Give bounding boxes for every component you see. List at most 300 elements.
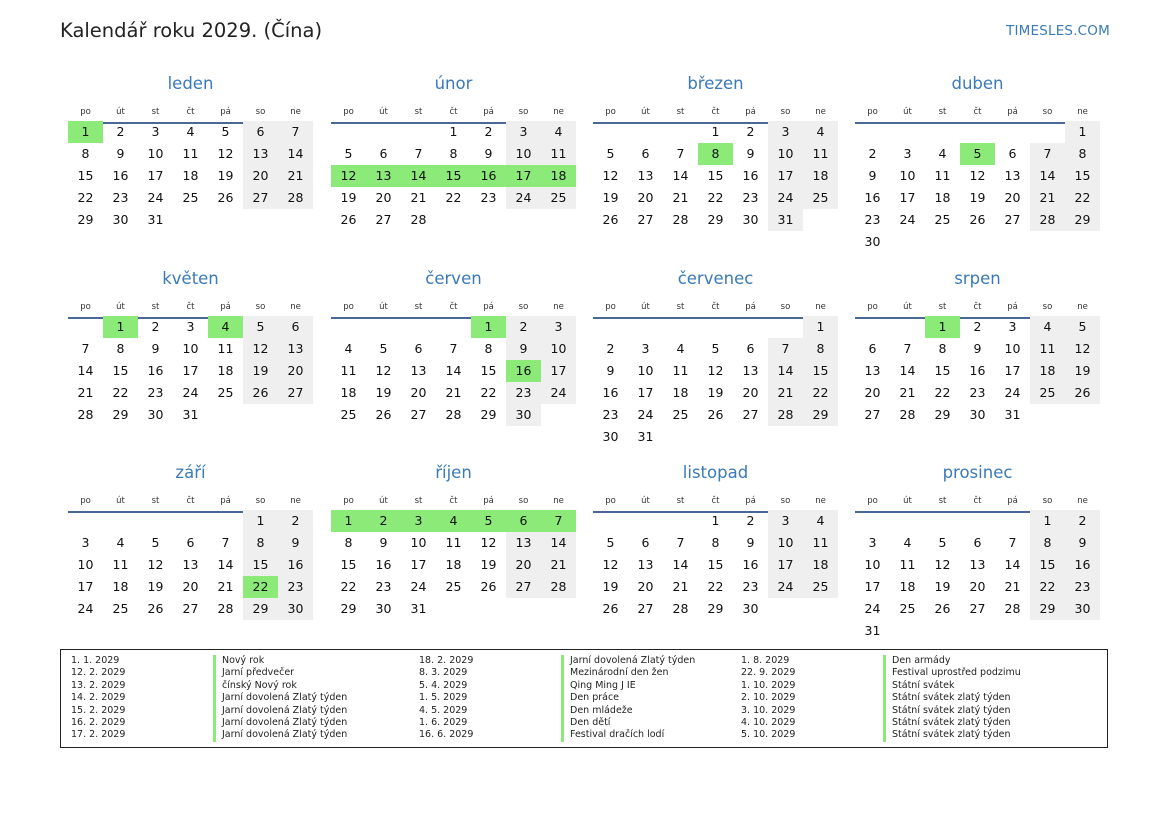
site-link[interactable]: TIMESLES.COM <box>1006 23 1110 39</box>
holiday-day-cell: 3 <box>401 510 436 532</box>
day-cell: 9 <box>746 146 755 161</box>
weekday-label: st <box>151 302 160 312</box>
day-cell: 15 <box>707 168 724 183</box>
day-cell: 30 <box>1065 598 1100 620</box>
day-cell: 17 <box>147 168 164 183</box>
weekday-label: st <box>414 496 423 506</box>
weekday-label: ne <box>290 107 301 117</box>
day-cell: 20 <box>742 385 759 400</box>
day-cell: 21 <box>768 382 803 404</box>
day-cell: 14 <box>768 360 803 382</box>
day-cell: 7 <box>676 146 685 161</box>
day-cell: 25 <box>217 385 234 400</box>
holiday-date: 3. 10. 2029 <box>741 704 796 716</box>
day-cell: 2 <box>746 513 755 528</box>
day-cell: 8 <box>344 535 353 550</box>
day-cell: 17 <box>541 360 576 382</box>
day-cell: 9 <box>746 535 755 550</box>
weekday-label: út <box>116 302 125 312</box>
day-cell: 12 <box>480 535 497 550</box>
day-cell: 30 <box>112 212 129 227</box>
day-cell: 18 <box>182 168 199 183</box>
day-cell: 5 <box>938 535 947 550</box>
day-cell: 18 <box>934 190 951 205</box>
holiday-day-cell: 12 <box>331 165 366 187</box>
day-cell: 8 <box>449 146 458 161</box>
day-cell: 22 <box>1030 576 1065 598</box>
day-cell: 27 <box>742 407 759 422</box>
day-cell: 30 <box>864 234 881 249</box>
day-cell: 26 <box>602 601 619 616</box>
day-cell: 16 <box>147 363 164 378</box>
day-cell: 11 <box>899 557 916 572</box>
weekday-label: so <box>255 302 266 312</box>
day-cell: 3 <box>81 535 90 550</box>
day-cell: 14 <box>77 363 94 378</box>
day-cell: 13 <box>506 532 541 554</box>
month-name: červenec <box>677 269 754 288</box>
day-cell: 17 <box>768 554 803 576</box>
month-name: květen <box>162 269 219 288</box>
weekday-label: po <box>605 496 616 506</box>
day-cell: 9 <box>868 168 877 183</box>
day-cell: 4 <box>186 124 195 139</box>
day-cell: 29 <box>1065 209 1100 231</box>
day-cell: 28 <box>1030 209 1065 231</box>
holiday-day-cell: 15 <box>436 165 471 187</box>
day-cell: 9 <box>606 363 615 378</box>
day-cell: 6 <box>278 316 313 338</box>
day-cell: 17 <box>637 385 654 400</box>
day-cell: 1 <box>711 513 720 528</box>
day-cell: 28 <box>541 576 576 598</box>
header-rule <box>855 122 1100 124</box>
day-cell: 15 <box>803 360 838 382</box>
day-cell: 13 <box>410 363 427 378</box>
weekday-label: so <box>255 107 266 117</box>
day-cell: 26 <box>480 579 497 594</box>
day-cell: 8 <box>711 535 720 550</box>
day-cell: 2 <box>116 124 125 139</box>
day-cell: 27 <box>410 407 427 422</box>
day-cell: 22 <box>1065 187 1100 209</box>
day-cell: 9 <box>278 532 313 554</box>
day-cell: 6 <box>186 535 195 550</box>
weekday-label: st <box>676 302 685 312</box>
day-cell: 24 <box>410 579 427 594</box>
day-cell: 9 <box>1065 532 1100 554</box>
day-cell: 20 <box>410 385 427 400</box>
weekday-label: út <box>116 496 125 506</box>
day-cell: 19 <box>243 360 278 382</box>
holiday-date: 5. 10. 2029 <box>741 729 796 741</box>
holiday-day-cell: 4 <box>208 316 243 338</box>
day-cell: 31 <box>637 429 654 444</box>
day-cell: 23 <box>602 407 619 422</box>
weekday-label: út <box>379 107 388 117</box>
day-cell: 10 <box>182 341 199 356</box>
day-cell: 5 <box>606 535 615 550</box>
day-cell: 3 <box>641 341 650 356</box>
holiday-name: Jarní dovolená Zlatý týden <box>561 655 695 667</box>
day-cell: 3 <box>903 146 912 161</box>
weekday-label: pá <box>745 107 756 117</box>
holiday-day-cell: 16 <box>506 360 541 382</box>
day-cell: 2 <box>973 319 982 334</box>
day-cell: 29 <box>707 212 724 227</box>
day-cell: 17 <box>77 579 94 594</box>
weekday-label: čt <box>186 302 195 312</box>
weekday-label: ne <box>815 302 826 312</box>
weekday-label: so <box>780 302 791 312</box>
weekday-label: pá <box>483 107 494 117</box>
day-cell: 18 <box>445 557 462 572</box>
month-name: listopad <box>682 463 749 482</box>
day-cell: 21 <box>410 190 427 205</box>
day-cell: 14 <box>672 557 689 572</box>
holiday-name: Jarní dovolená Zlatý týden <box>213 705 347 717</box>
day-cell: 10 <box>541 338 576 360</box>
day-cell: 20 <box>375 190 392 205</box>
day-cell: 22 <box>934 385 951 400</box>
day-cell: 19 <box>480 557 497 572</box>
day-cell: 6 <box>868 341 877 356</box>
day-cell: 11 <box>672 363 689 378</box>
day-cell: 24 <box>77 601 94 616</box>
day-cell: 1 <box>711 124 720 139</box>
day-cell: 10 <box>899 168 916 183</box>
day-cell: 1 <box>803 316 838 338</box>
weekday-label: čt <box>186 496 195 506</box>
day-cell: 6 <box>746 341 755 356</box>
holiday-date: 5. 4. 2029 <box>419 679 468 691</box>
holiday-date: 16. 2. 2029 <box>71 716 126 728</box>
holiday-name: Státní svátek zlatý týden <box>883 705 1011 717</box>
weekday-label: pá <box>220 302 231 312</box>
day-cell: 21 <box>672 190 689 205</box>
weekday-label: ne <box>815 496 826 506</box>
day-cell: 8 <box>803 338 838 360</box>
day-cell: 3 <box>868 535 877 550</box>
day-cell: 8 <box>484 341 493 356</box>
day-cell: 30 <box>602 429 619 444</box>
day-cell: 23 <box>375 579 392 594</box>
day-cell: 13 <box>864 363 881 378</box>
weekday-label: čt <box>186 107 195 117</box>
day-cell: 12 <box>147 557 164 572</box>
day-cell: 24 <box>768 576 803 598</box>
holiday-name: Den práce <box>561 692 619 704</box>
day-cell: 20 <box>278 360 313 382</box>
weekday-label: pá <box>220 107 231 117</box>
day-cell: 2 <box>484 124 493 139</box>
day-cell: 27 <box>375 212 392 227</box>
day-cell: 16 <box>602 385 619 400</box>
day-cell: 11 <box>934 168 951 183</box>
day-cell: 23 <box>147 385 164 400</box>
day-cell: 4 <box>803 510 838 532</box>
holiday-date: 1. 1. 2029 <box>71 655 120 666</box>
day-cell: 11 <box>803 143 838 165</box>
month-name: duben <box>951 74 1004 93</box>
weekday-label: so <box>518 302 529 312</box>
day-cell: 3 <box>151 124 160 139</box>
day-cell: 4 <box>541 121 576 143</box>
weekday-label: so <box>1042 302 1053 312</box>
day-cell: 7 <box>676 535 685 550</box>
day-cell: 6 <box>973 535 982 550</box>
day-cell: 16 <box>742 168 759 183</box>
day-cell: 11 <box>182 146 199 161</box>
day-cell: 28 <box>899 407 916 422</box>
holiday-day-cell: 7 <box>541 510 576 532</box>
holiday-date: 1. 8. 2029 <box>741 655 790 666</box>
day-cell: 25 <box>340 407 357 422</box>
day-cell: 31 <box>768 209 803 231</box>
day-cell: 7 <box>1030 143 1065 165</box>
day-cell: 3 <box>186 319 195 334</box>
day-cell: 17 <box>899 190 916 205</box>
holiday-day-cell: 4 <box>436 510 471 532</box>
day-cell: 19 <box>1065 360 1100 382</box>
day-cell: 8 <box>938 341 947 356</box>
day-cell: 26 <box>243 382 278 404</box>
weekday-label: čt <box>973 496 982 506</box>
day-cell: 23 <box>278 576 313 598</box>
weekday-label: po <box>343 302 354 312</box>
day-cell: 9 <box>973 341 982 356</box>
day-cell: 27 <box>864 407 881 422</box>
day-cell: 2 <box>746 124 755 139</box>
day-cell: 11 <box>340 363 357 378</box>
weekday-label: út <box>903 302 912 312</box>
holiday-day-cell: 2 <box>366 510 401 532</box>
day-cell: 27 <box>506 576 541 598</box>
holiday-name: Festival dračích lodí <box>561 729 664 741</box>
day-cell: 12 <box>602 168 619 183</box>
month-name: říjen <box>435 463 472 482</box>
weekday-label: ne <box>1077 302 1088 312</box>
day-cell: 28 <box>672 212 689 227</box>
day-cell: 12 <box>969 168 986 183</box>
day-cell: 19 <box>969 190 986 205</box>
day-cell: 5 <box>243 316 278 338</box>
day-cell: 29 <box>340 601 357 616</box>
month-name: srpen <box>954 269 1001 288</box>
holiday-date: 4. 5. 2029 <box>419 704 468 716</box>
day-cell: 11 <box>803 532 838 554</box>
day-cell: 12 <box>243 338 278 360</box>
weekday-label: pá <box>220 496 231 506</box>
day-cell: 7 <box>903 341 912 356</box>
day-cell: 11 <box>541 143 576 165</box>
day-cell: 10 <box>637 363 654 378</box>
day-cell: 8 <box>243 532 278 554</box>
day-cell: 16 <box>969 363 986 378</box>
day-cell: 21 <box>77 385 94 400</box>
weekday-label: ne <box>553 302 564 312</box>
weekday-label: po <box>80 302 91 312</box>
day-cell: 15 <box>243 554 278 576</box>
day-cell: 5 <box>711 341 720 356</box>
weekday-label: pá <box>483 496 494 506</box>
weekday-label: st <box>151 107 160 117</box>
weekday-label: ne <box>553 496 564 506</box>
holiday-day-cell: 14 <box>401 165 436 187</box>
day-cell: 11 <box>1030 338 1065 360</box>
day-cell: 25 <box>112 601 129 616</box>
day-cell: 2 <box>278 510 313 532</box>
holiday-name: Nový rok <box>213 655 264 667</box>
day-cell: 9 <box>506 338 541 360</box>
holiday-date: 13. 2. 2029 <box>71 679 126 691</box>
holiday-date: 17. 2. 2029 <box>71 729 126 741</box>
day-cell: 12 <box>1065 338 1100 360</box>
weekday-label: út <box>379 302 388 312</box>
day-cell: 20 <box>864 385 881 400</box>
page-title: Kalendář roku 2029. (Čína) <box>60 19 323 42</box>
holiday-name: Jarní předvečer <box>213 667 294 679</box>
day-cell: 1 <box>449 124 458 139</box>
day-cell: 14 <box>217 557 234 572</box>
holiday-name: Festival uprostřed podzimu <box>883 667 1021 679</box>
day-cell: 23 <box>742 190 759 205</box>
day-cell: 19 <box>602 190 619 205</box>
holiday-date: 22. 9. 2029 <box>741 667 796 679</box>
day-cell: 17 <box>1004 363 1021 378</box>
weekday-label: út <box>379 496 388 506</box>
day-cell: 29 <box>112 407 129 422</box>
day-cell: 21 <box>899 385 916 400</box>
day-cell: 23 <box>506 382 541 404</box>
day-cell: 24 <box>768 187 803 209</box>
day-cell: 7 <box>221 535 230 550</box>
day-cell: 18 <box>803 165 838 187</box>
day-cell: 17 <box>182 363 199 378</box>
day-cell: 25 <box>934 212 951 227</box>
day-cell: 21 <box>1004 579 1021 594</box>
holiday-name: Den armády <box>883 655 951 667</box>
weekday-label: čt <box>711 302 720 312</box>
day-cell: 25 <box>803 576 838 598</box>
month-name: leden <box>167 74 214 93</box>
day-cell: 27 <box>243 187 278 209</box>
day-cell: 26 <box>340 212 357 227</box>
holiday-name: Jarní dovolená Zlatý týden <box>213 717 347 729</box>
holiday-day-cell: 18 <box>541 165 576 187</box>
day-cell: 11 <box>112 557 129 572</box>
day-cell: 18 <box>803 554 838 576</box>
weekday-label: so <box>255 496 266 506</box>
day-cell: 19 <box>340 190 357 205</box>
day-cell: 27 <box>278 382 313 404</box>
day-cell: 29 <box>243 598 278 620</box>
day-cell: 30 <box>147 407 164 422</box>
holiday-name: čínský Nový rok <box>213 680 297 692</box>
weekday-label: po <box>80 496 91 506</box>
day-cell: 24 <box>182 385 199 400</box>
weekday-label: po <box>867 107 878 117</box>
day-cell: 3 <box>506 121 541 143</box>
day-cell: 16 <box>278 554 313 576</box>
day-cell: 12 <box>217 146 234 161</box>
day-cell: 31 <box>147 212 164 227</box>
day-cell: 5 <box>1065 316 1100 338</box>
day-cell: 3 <box>1008 319 1017 334</box>
holiday-name: Státní svátek <box>883 680 954 692</box>
day-cell: 11 <box>445 535 462 550</box>
day-cell: 28 <box>1004 601 1021 616</box>
holiday-date: 1. 10. 2029 <box>741 679 796 691</box>
day-cell: 12 <box>707 363 724 378</box>
day-cell: 22 <box>445 190 462 205</box>
weekday-label: so <box>780 496 791 506</box>
day-cell: 28 <box>278 187 313 209</box>
weekday-label: st <box>676 107 685 117</box>
weekday-label: čt <box>973 302 982 312</box>
day-cell: 8 <box>1030 532 1065 554</box>
day-cell: 25 <box>541 187 576 209</box>
holiday-day-cell: 13 <box>366 165 401 187</box>
day-cell: 14 <box>899 363 916 378</box>
day-cell: 5 <box>151 535 160 550</box>
day-cell: 4 <box>676 341 685 356</box>
day-cell: 23 <box>1065 576 1100 598</box>
weekday-label: po <box>867 302 878 312</box>
day-cell: 4 <box>938 146 947 161</box>
day-cell: 5 <box>221 124 230 139</box>
day-cell: 30 <box>742 212 759 227</box>
day-cell: 24 <box>899 212 916 227</box>
weekday-label: po <box>343 496 354 506</box>
day-cell: 20 <box>243 165 278 187</box>
day-cell: 30 <box>742 601 759 616</box>
day-cell: 16 <box>112 168 129 183</box>
day-cell: 26 <box>934 601 951 616</box>
weekday-label: po <box>867 496 878 506</box>
day-cell: 25 <box>672 407 689 422</box>
day-cell: 28 <box>672 601 689 616</box>
day-cell: 27 <box>969 601 986 616</box>
day-cell: 10 <box>77 557 94 572</box>
weekday-label: út <box>903 107 912 117</box>
day-cell: 13 <box>278 338 313 360</box>
weekday-label: po <box>605 302 616 312</box>
day-cell: 26 <box>217 190 234 205</box>
day-cell: 28 <box>217 601 234 616</box>
day-cell: 4 <box>116 535 125 550</box>
day-cell: 14 <box>672 168 689 183</box>
holiday-day-cell: 1 <box>103 316 138 338</box>
holiday-name: Státní svátek zlatý týden <box>883 717 1011 729</box>
day-cell: 25 <box>1030 382 1065 404</box>
weekday-label: ne <box>553 107 564 117</box>
weekday-label: pá <box>745 302 756 312</box>
holiday-date: 8. 3. 2029 <box>419 667 468 679</box>
day-cell: 4 <box>903 535 912 550</box>
day-cell: 24 <box>541 382 576 404</box>
day-cell: 28 <box>410 212 427 227</box>
day-cell: 12 <box>375 363 392 378</box>
day-cell: 15 <box>480 363 497 378</box>
day-cell: 17 <box>864 579 881 594</box>
day-cell: 25 <box>182 190 199 205</box>
day-cell: 6 <box>379 146 388 161</box>
weekday-label: čt <box>973 107 982 117</box>
day-cell: 18 <box>899 579 916 594</box>
day-cell: 19 <box>934 579 951 594</box>
day-cell: 24 <box>864 601 881 616</box>
